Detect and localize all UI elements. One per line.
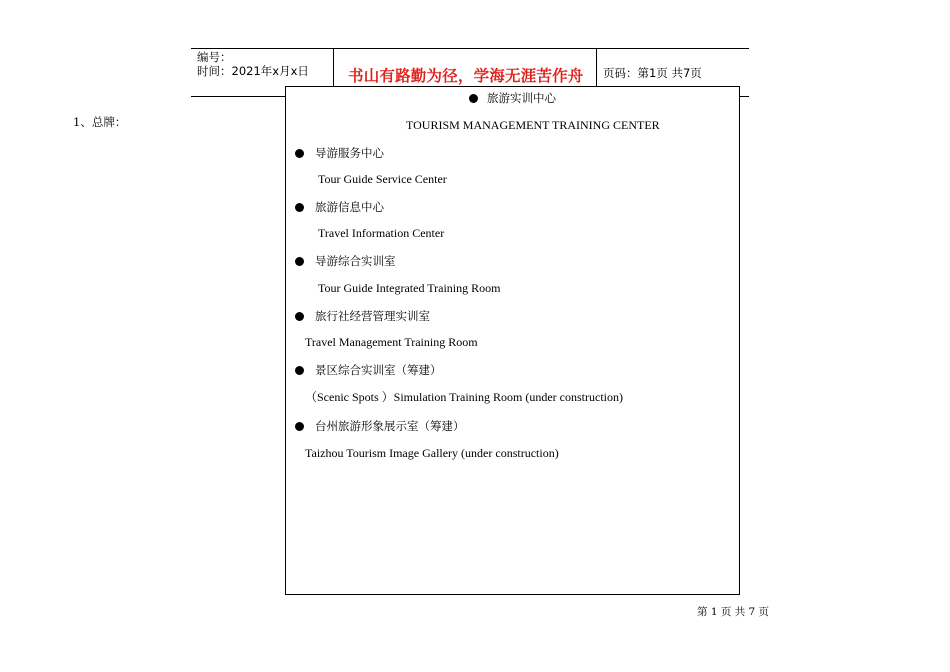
sign-item-cn-text: 景区综合实训室（筹建）: [315, 363, 442, 377]
sign-item-en: Tour Guide Service Center: [318, 172, 447, 186]
header-top-rule: [191, 48, 749, 49]
bullet-icon: [295, 312, 304, 321]
bullet-icon: [295, 422, 304, 431]
bullet-icon: [295, 366, 304, 375]
sign-item-cn-text: 导游综合实训室: [315, 254, 396, 268]
header-divider-right: [596, 48, 597, 86]
header-motto: 书山有路勤为径，学海无涯苦作舟: [348, 67, 584, 85]
document-time-label: 时间：2021年x月x日: [197, 64, 309, 78]
sign-title-en: TOURISM MANAGEMENT TRAINING CENTER: [406, 118, 660, 132]
bullet-icon: [295, 203, 304, 212]
header-divider-left: [333, 48, 334, 86]
sign-item-cn-text: 旅游信息中心: [315, 200, 384, 214]
sign-item-cn-text: 导游服务中心: [315, 146, 384, 160]
bullet-icon: [295, 149, 304, 158]
page-footer: 第 1 页 共 7 页: [697, 606, 770, 618]
bullet-icon: [469, 94, 478, 103]
header-bottom-rule: [191, 96, 285, 97]
sign-item-cn: [295, 309, 430, 323]
sign-item-cn: [295, 146, 384, 160]
bullet-icon: [295, 257, 304, 266]
sign-item-en: Travel Information Center: [318, 226, 445, 240]
sign-item-en: （Scenic Spots ）Simulation Training Room (under construction): [305, 390, 623, 404]
sign-title-cn-text: 旅游实训中心: [487, 91, 556, 105]
sign-item-cn: [295, 254, 396, 268]
sign-item-cn: [295, 363, 442, 377]
sign-item-en: Travel Management Training Room: [305, 335, 478, 349]
page-info: 页码：第1页 共7页: [603, 66, 702, 80]
document-number-label: 编号：: [197, 50, 232, 64]
sign-item-en: Tour Guide Integrated Training Room: [318, 281, 501, 295]
sign-item-cn: [295, 200, 384, 214]
sign-item-en: Taizhou Tourism Image Gallery (under construction): [305, 446, 559, 460]
sign-title-cn: [469, 91, 556, 105]
sign-item-cn: [295, 419, 465, 433]
sign-item-cn-text: 旅行社经营管理实训室: [315, 309, 430, 323]
sign-item-cn-text: 台州旅游形象展示室（筹建）: [315, 419, 465, 433]
header-bottom-rule-right: [740, 96, 749, 97]
section-label: 1、总牌：: [73, 115, 127, 129]
